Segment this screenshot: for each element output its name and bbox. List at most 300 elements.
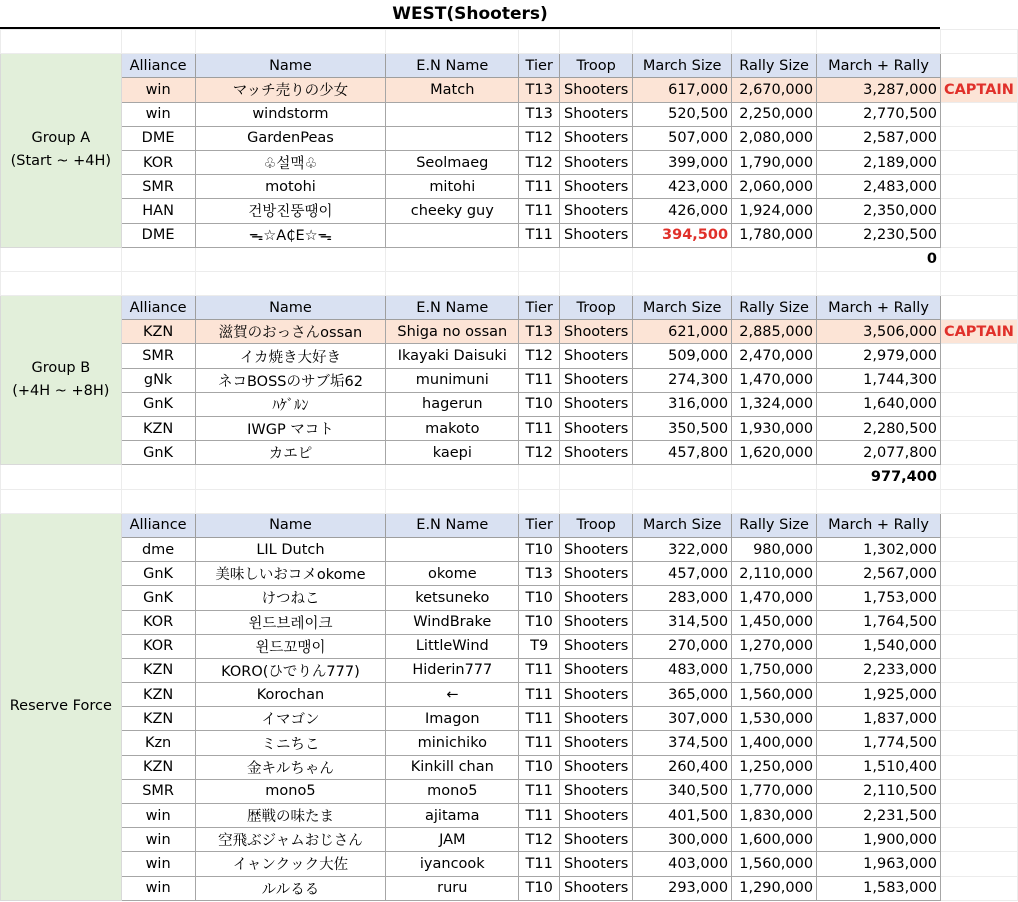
cell-alliance: KZN xyxy=(121,755,195,779)
table-row xyxy=(1,417,1018,441)
cell-alliance: gNk xyxy=(121,368,195,392)
cell-sum: 2,189,000 xyxy=(817,150,941,174)
column-header: Name xyxy=(195,513,386,537)
captain-label xyxy=(940,537,1017,561)
cell-rally: 2,110,000 xyxy=(732,562,817,586)
cell-rally: 1,400,000 xyxy=(732,731,817,755)
table-row xyxy=(1,320,1018,344)
group-label-line1: Group B xyxy=(31,360,91,377)
empty-cell xyxy=(195,247,386,271)
empty-cell xyxy=(560,271,633,295)
captain-label xyxy=(940,634,1017,658)
captain-label: CAPTAIN xyxy=(940,78,1017,102)
cell-en: cheeky guy xyxy=(386,199,519,223)
cell-en: kaepi xyxy=(386,441,519,465)
empty-cell xyxy=(940,247,1017,271)
cell-rally: 2,670,000 xyxy=(732,78,817,102)
cell-rally: 1,450,000 xyxy=(732,610,817,634)
cell-rally: 2,080,000 xyxy=(732,126,817,150)
cell-sum: 2,350,000 xyxy=(817,199,941,223)
captain-label xyxy=(940,586,1017,610)
cell-march: 621,000 xyxy=(633,320,732,344)
empty-cell xyxy=(633,247,732,271)
cell-tier: T10 xyxy=(519,610,560,634)
column-header: Troop xyxy=(560,54,633,78)
cell-alliance: DME xyxy=(121,223,195,247)
spreadsheet xyxy=(0,29,1018,901)
cell-name: 金キルちゃん xyxy=(195,755,386,779)
table-row xyxy=(1,126,1018,150)
cell-en: mitohi xyxy=(386,175,519,199)
cell-name: ミニちこ xyxy=(195,731,386,755)
captain-label xyxy=(940,779,1017,803)
empty-cell xyxy=(940,30,1017,54)
cell-en: okome xyxy=(386,562,519,586)
cell-march: 520,500 xyxy=(633,102,732,126)
empty-cell xyxy=(121,465,195,489)
total-row xyxy=(1,465,1018,489)
sheet-title: WEST(Shooters) xyxy=(0,0,940,29)
cell-alliance: KZN xyxy=(121,707,195,731)
column-header: Troop xyxy=(560,513,633,537)
empty-cell xyxy=(940,296,1017,320)
cell-tier: T10 xyxy=(519,392,560,416)
cell-march: 293,000 xyxy=(633,876,732,900)
empty-cell xyxy=(519,247,560,271)
table-row xyxy=(1,876,1018,900)
cell-sum: 1,774,500 xyxy=(817,731,941,755)
cell-rally: 1,750,000 xyxy=(732,658,817,682)
column-header: Tier xyxy=(519,513,560,537)
cell-name: 윈드브레이크 xyxy=(195,610,386,634)
cell-name: ルルるる xyxy=(195,876,386,900)
cell-troop: Shooters xyxy=(560,658,633,682)
cell-name: イカ焼き大好き xyxy=(195,344,386,368)
table-row xyxy=(1,828,1018,852)
table-row xyxy=(1,634,1018,658)
table-row xyxy=(1,755,1018,779)
cell-troop: Shooters xyxy=(560,102,633,126)
cell-march: 340,500 xyxy=(633,779,732,803)
cell-rally: 2,060,000 xyxy=(732,175,817,199)
cell-rally: 1,250,000 xyxy=(732,755,817,779)
cell-rally: 1,790,000 xyxy=(732,150,817,174)
empty-cell xyxy=(386,489,519,513)
cell-en: Shiga no ossan xyxy=(386,320,519,344)
cell-en: ← xyxy=(386,683,519,707)
empty-cell xyxy=(560,247,633,271)
empty-cell xyxy=(519,489,560,513)
cell-name: windstorm xyxy=(195,102,386,126)
cell-tier: T13 xyxy=(519,78,560,102)
cell-en: Seolmaeg xyxy=(386,150,519,174)
roster-table xyxy=(0,29,1018,901)
cell-march: 300,000 xyxy=(633,828,732,852)
cell-alliance: SMR xyxy=(121,344,195,368)
cell-tier: T12 xyxy=(519,828,560,852)
cell-en: minichiko xyxy=(386,731,519,755)
table-row xyxy=(1,150,1018,174)
group-label xyxy=(1,54,122,248)
cell-rally: 2,470,000 xyxy=(732,344,817,368)
cell-sum: 2,483,000 xyxy=(817,175,941,199)
captain-label xyxy=(940,102,1017,126)
cell-alliance: GnK xyxy=(121,441,195,465)
cell-tier: T13 xyxy=(519,102,560,126)
cell-tier: T11 xyxy=(519,852,560,876)
cell-en: Ikayaki Daisuki xyxy=(386,344,519,368)
cell-alliance: KOR xyxy=(121,610,195,634)
cell-en: munimuni xyxy=(386,368,519,392)
cell-en: makoto xyxy=(386,417,519,441)
column-header: Tier xyxy=(519,54,560,78)
cell-name: 건방진뚱땡이 xyxy=(195,199,386,223)
cell-name: イマゴン xyxy=(195,707,386,731)
column-header: March Size xyxy=(633,54,732,78)
empty-cell xyxy=(940,489,1017,513)
cell-sum: 1,510,400 xyxy=(817,755,941,779)
empty-cell xyxy=(560,465,633,489)
group-label-line1: Reserve Force xyxy=(9,698,112,715)
cell-troop: Shooters xyxy=(560,683,633,707)
cell-name: カエピ xyxy=(195,441,386,465)
cell-alliance: win xyxy=(121,804,195,828)
cell-name: 滋賀のおっさんossan xyxy=(195,320,386,344)
cell-name: 歴戦の味たま xyxy=(195,804,386,828)
cell-troop: Shooters xyxy=(560,634,633,658)
cell-sum: 1,302,000 xyxy=(817,537,941,561)
captain-label xyxy=(940,175,1017,199)
cell-march: 283,000 xyxy=(633,586,732,610)
cell-sum: 1,540,000 xyxy=(817,634,941,658)
column-header: Rally Size xyxy=(732,513,817,537)
cell-tier: T11 xyxy=(519,223,560,247)
cell-alliance: HAN xyxy=(121,199,195,223)
empty-cell xyxy=(732,247,817,271)
cell-troop: Shooters xyxy=(560,344,633,368)
cell-name: けつねこ xyxy=(195,586,386,610)
empty-cell xyxy=(121,271,195,295)
cell-name: motohi xyxy=(195,175,386,199)
cell-march: 307,000 xyxy=(633,707,732,731)
cell-tier: T10 xyxy=(519,537,560,561)
cell-sum: 1,583,000 xyxy=(817,876,941,900)
group-label xyxy=(1,513,122,900)
column-header: E.N Name xyxy=(386,513,519,537)
cell-march: 350,500 xyxy=(633,417,732,441)
cell-tier: T9 xyxy=(519,634,560,658)
cell-rally: 2,885,000 xyxy=(732,320,817,344)
spacer-row xyxy=(1,30,1018,54)
cell-name: GardenPeas xyxy=(195,126,386,150)
cell-march: 316,000 xyxy=(633,392,732,416)
cell-name: LIL Dutch xyxy=(195,537,386,561)
empty-cell xyxy=(519,271,560,295)
table-row xyxy=(1,707,1018,731)
column-header: March Size xyxy=(633,296,732,320)
column-header: March + Rally xyxy=(817,54,941,78)
cell-tier: T12 xyxy=(519,441,560,465)
cell-alliance: SMR xyxy=(121,175,195,199)
cell-sum: 2,567,000 xyxy=(817,562,941,586)
empty-cell xyxy=(519,465,560,489)
empty-cell xyxy=(817,489,941,513)
captain-label xyxy=(940,755,1017,779)
table-row xyxy=(1,610,1018,634)
captain-label xyxy=(940,344,1017,368)
cell-sum: 2,770,500 xyxy=(817,102,941,126)
captain-label xyxy=(940,683,1017,707)
cell-rally: 1,470,000 xyxy=(732,586,817,610)
cell-march: 270,000 xyxy=(633,634,732,658)
cell-name: mono5 xyxy=(195,779,386,803)
cell-alliance: win xyxy=(121,828,195,852)
empty-cell xyxy=(940,271,1017,295)
table-row xyxy=(1,344,1018,368)
cell-en: iyancook xyxy=(386,852,519,876)
cell-en xyxy=(386,126,519,150)
empty-cell xyxy=(386,465,519,489)
cell-march: 457,800 xyxy=(633,441,732,465)
cell-march: 399,000 xyxy=(633,150,732,174)
cell-troop: Shooters xyxy=(560,199,633,223)
empty-cell xyxy=(121,30,195,54)
cell-march: 394,500 xyxy=(633,223,732,247)
table-row xyxy=(1,175,1018,199)
cell-march: 260,400 xyxy=(633,755,732,779)
captain-label xyxy=(940,731,1017,755)
cell-rally: 1,830,000 xyxy=(732,804,817,828)
cell-tier: T11 xyxy=(519,804,560,828)
cell-march: 322,000 xyxy=(633,537,732,561)
cell-troop: Shooters xyxy=(560,368,633,392)
empty-cell xyxy=(940,54,1017,78)
cell-en: hagerun xyxy=(386,392,519,416)
cell-en: Imagon xyxy=(386,707,519,731)
cell-rally: 980,000 xyxy=(732,537,817,561)
captain-label: CAPTAIN xyxy=(940,320,1017,344)
cell-sum: 1,753,000 xyxy=(817,586,941,610)
cell-sum: 2,230,500 xyxy=(817,223,941,247)
cell-tier: T11 xyxy=(519,779,560,803)
header-row xyxy=(1,513,1018,537)
cell-march: 403,000 xyxy=(633,852,732,876)
column-header: March + Rally xyxy=(817,296,941,320)
empty-cell xyxy=(560,30,633,54)
cell-troop: Shooters xyxy=(560,707,633,731)
captain-label xyxy=(940,562,1017,586)
cell-troop: Shooters xyxy=(560,175,633,199)
empty-cell xyxy=(195,271,386,295)
cell-rally: 1,620,000 xyxy=(732,441,817,465)
empty-cell xyxy=(121,247,195,271)
captain-label xyxy=(940,658,1017,682)
table-row xyxy=(1,804,1018,828)
cell-rally: 1,924,000 xyxy=(732,199,817,223)
empty-cell xyxy=(195,465,386,489)
captain-label xyxy=(940,126,1017,150)
cell-en: mono5 xyxy=(386,779,519,803)
cell-en: ajitama xyxy=(386,804,519,828)
cell-alliance: KZN xyxy=(121,658,195,682)
captain-label xyxy=(940,150,1017,174)
table-row xyxy=(1,537,1018,561)
cell-tier: T11 xyxy=(519,417,560,441)
cell-sum: 3,506,000 xyxy=(817,320,941,344)
empty-cell xyxy=(386,271,519,295)
table-row xyxy=(1,78,1018,102)
cell-en: ruru xyxy=(386,876,519,900)
cell-rally: 1,290,000 xyxy=(732,876,817,900)
table-row xyxy=(1,852,1018,876)
cell-troop: Shooters xyxy=(560,392,633,416)
captain-label xyxy=(940,441,1017,465)
table-row xyxy=(1,441,1018,465)
cell-alliance: GnK xyxy=(121,392,195,416)
table-row xyxy=(1,199,1018,223)
cell-tier: T10 xyxy=(519,586,560,610)
column-header: Alliance xyxy=(121,54,195,78)
cell-troop: Shooters xyxy=(560,417,633,441)
cell-march: 426,000 xyxy=(633,199,732,223)
cell-alliance: win xyxy=(121,876,195,900)
cell-troop: Shooters xyxy=(560,586,633,610)
cell-march: 274,300 xyxy=(633,368,732,392)
cell-sum: 1,640,000 xyxy=(817,392,941,416)
cell-sum: 1,744,300 xyxy=(817,368,941,392)
cell-march: 483,000 xyxy=(633,658,732,682)
cell-en: Hiderin777 xyxy=(386,658,519,682)
column-header: Name xyxy=(195,54,386,78)
captain-label xyxy=(940,223,1017,247)
column-header: March Size xyxy=(633,513,732,537)
cell-sum: 2,979,000 xyxy=(817,344,941,368)
cell-sum: 3,287,000 xyxy=(817,78,941,102)
cell-name: イャンクック大佐 xyxy=(195,852,386,876)
column-header: Rally Size xyxy=(732,296,817,320)
cell-tier: T11 xyxy=(519,368,560,392)
cell-en: ketsuneko xyxy=(386,586,519,610)
cell-sum: 2,110,500 xyxy=(817,779,941,803)
cell-troop: Shooters xyxy=(560,731,633,755)
cell-rally: 1,770,000 xyxy=(732,779,817,803)
column-header: E.N Name xyxy=(386,54,519,78)
group-label-line1: Group A xyxy=(31,130,91,147)
cell-sum: 1,963,000 xyxy=(817,852,941,876)
table-row xyxy=(1,368,1018,392)
group-label xyxy=(1,296,122,465)
cell-sum: 1,925,000 xyxy=(817,683,941,707)
empty-cell xyxy=(386,247,519,271)
captain-label xyxy=(940,876,1017,900)
empty-cell xyxy=(732,489,817,513)
captain-label xyxy=(940,417,1017,441)
cell-alliance: KOR xyxy=(121,150,195,174)
spacer-row xyxy=(1,489,1018,513)
empty-cell xyxy=(732,30,817,54)
cell-rally: 1,470,000 xyxy=(732,368,817,392)
cell-alliance: KZN xyxy=(121,417,195,441)
cell-en: Kinkill chan xyxy=(386,755,519,779)
cell-tier: T11 xyxy=(519,199,560,223)
column-header: Alliance xyxy=(121,513,195,537)
cell-sum: 1,837,000 xyxy=(817,707,941,731)
cell-sum: 2,233,000 xyxy=(817,658,941,682)
table-row xyxy=(1,586,1018,610)
cell-sum: 1,900,000 xyxy=(817,828,941,852)
cell-march: 509,000 xyxy=(633,344,732,368)
cell-alliance: win xyxy=(121,78,195,102)
cell-march: 617,000 xyxy=(633,78,732,102)
cell-march: 507,000 xyxy=(633,126,732,150)
empty-cell xyxy=(195,489,386,513)
empty-cell xyxy=(732,271,817,295)
cell-alliance: win xyxy=(121,852,195,876)
cell-tier: T13 xyxy=(519,320,560,344)
cell-troop: Shooters xyxy=(560,441,633,465)
cell-rally: 1,560,000 xyxy=(732,852,817,876)
empty-cell xyxy=(633,465,732,489)
cell-alliance: KZN xyxy=(121,320,195,344)
cell-name: マッチ売りの少女 xyxy=(195,78,386,102)
cell-rally: 1,930,000 xyxy=(732,417,817,441)
cell-en xyxy=(386,102,519,126)
cell-en: LittleWind xyxy=(386,634,519,658)
total-row xyxy=(1,247,1018,271)
cell-rally: 2,250,000 xyxy=(732,102,817,126)
cell-alliance: GnK xyxy=(121,562,195,586)
column-header: Tier xyxy=(519,296,560,320)
empty-cell xyxy=(386,30,519,54)
header-row xyxy=(1,296,1018,320)
table-row xyxy=(1,102,1018,126)
cell-march: 401,500 xyxy=(633,804,732,828)
cell-troop: Shooters xyxy=(560,828,633,852)
empty-cell xyxy=(1,247,122,271)
cell-troop: Shooters xyxy=(560,78,633,102)
captain-label xyxy=(940,199,1017,223)
captain-label xyxy=(940,368,1017,392)
cell-rally: 1,270,000 xyxy=(732,634,817,658)
cell-march: 365,000 xyxy=(633,683,732,707)
column-header: March + Rally xyxy=(817,513,941,537)
group-label-line2: (Start ~ +4H) xyxy=(10,153,112,170)
cell-tier: T11 xyxy=(519,658,560,682)
table-row xyxy=(1,683,1018,707)
cell-name: ᯓ☆A₵E☆ᯓ xyxy=(195,223,386,247)
captain-label xyxy=(940,828,1017,852)
captain-label xyxy=(940,852,1017,876)
cell-en: Match xyxy=(386,78,519,102)
cell-rally: 1,530,000 xyxy=(732,707,817,731)
table-row xyxy=(1,562,1018,586)
cell-en xyxy=(386,537,519,561)
cell-march: 423,000 xyxy=(633,175,732,199)
cell-tier: T11 xyxy=(519,175,560,199)
cell-sum: 2,587,000 xyxy=(817,126,941,150)
cell-alliance: win xyxy=(121,102,195,126)
empty-cell xyxy=(519,30,560,54)
captain-label xyxy=(940,610,1017,634)
column-header: Name xyxy=(195,296,386,320)
empty-cell xyxy=(940,465,1017,489)
captain-label xyxy=(940,804,1017,828)
header-row xyxy=(1,54,1018,78)
cell-march: 457,000 xyxy=(633,562,732,586)
empty-cell xyxy=(817,30,941,54)
column-header: E.N Name xyxy=(386,296,519,320)
cell-tier: T11 xyxy=(519,683,560,707)
